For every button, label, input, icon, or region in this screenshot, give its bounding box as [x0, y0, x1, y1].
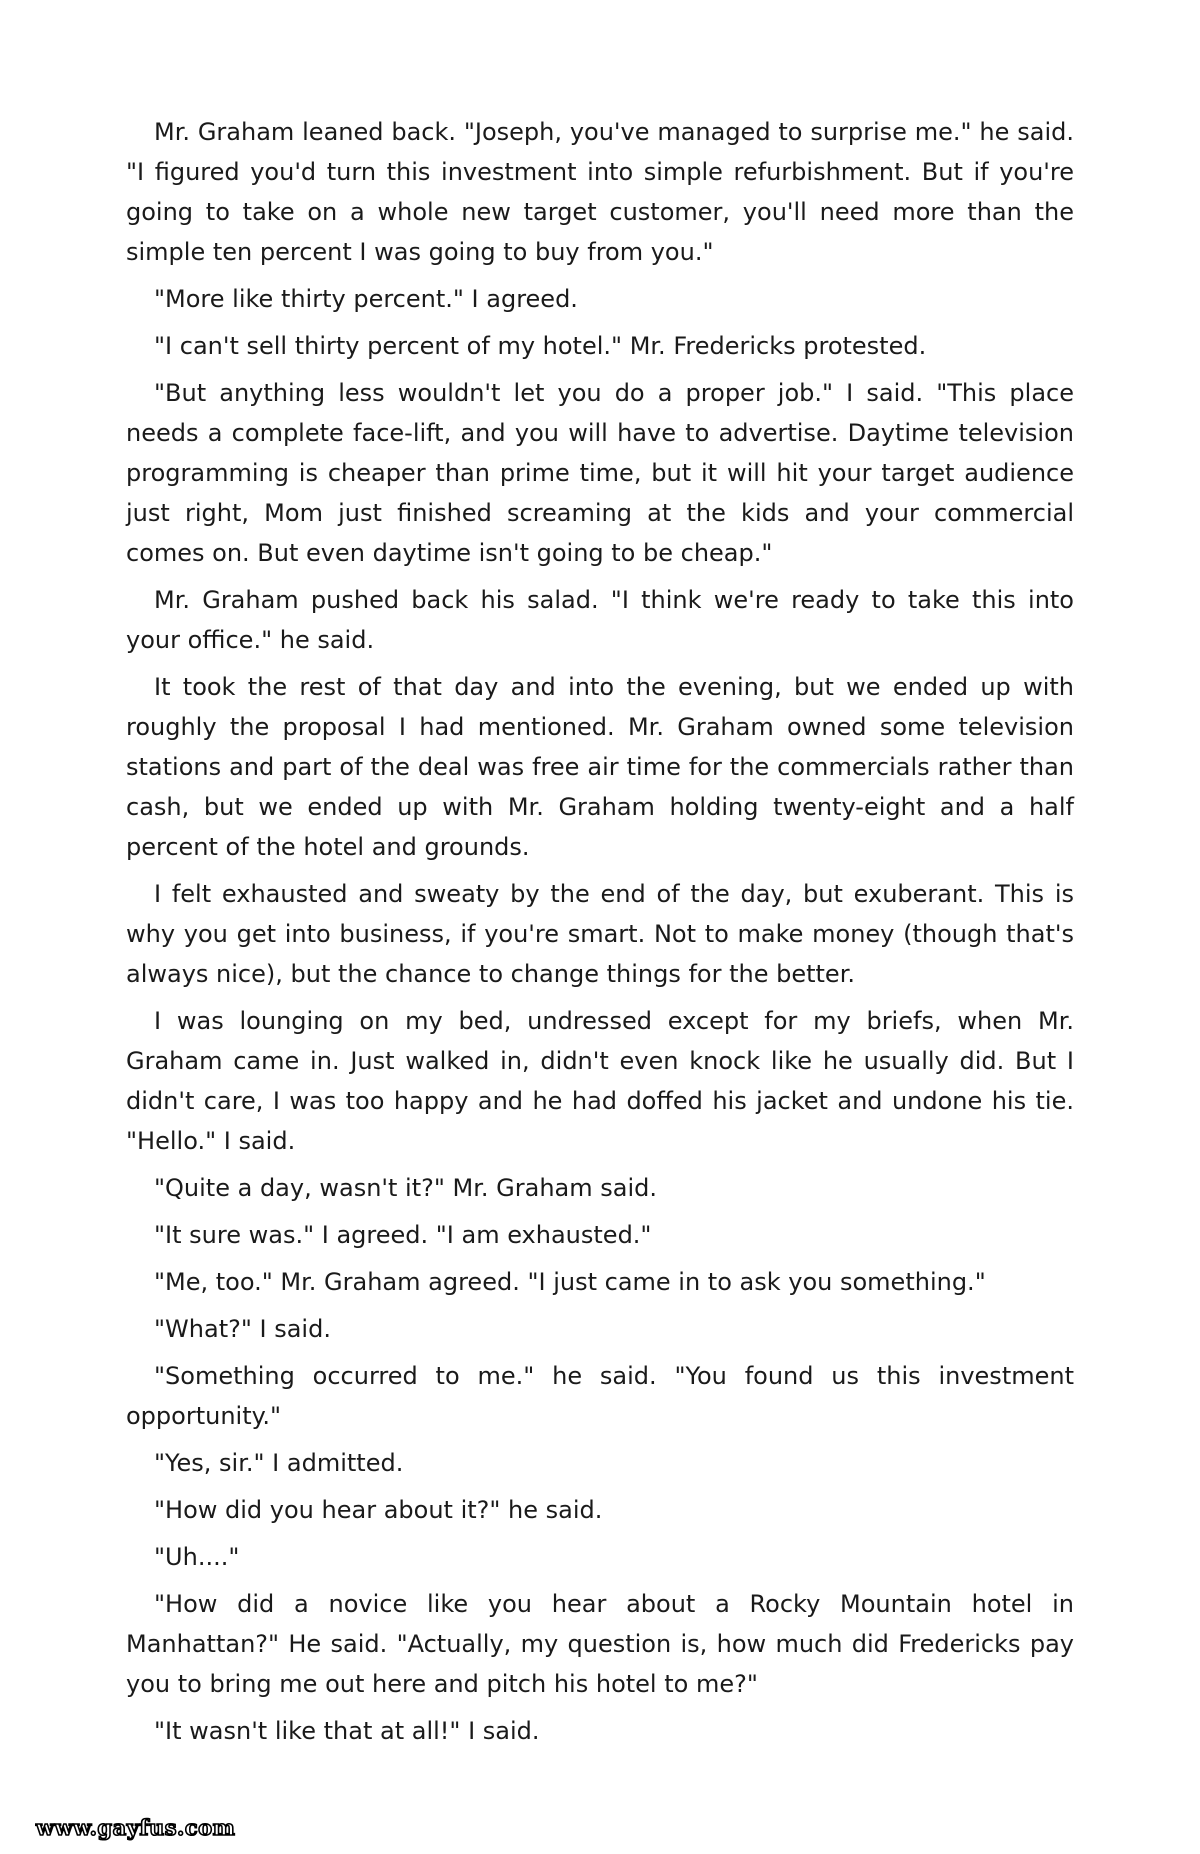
- paragraph-10: "It sure was." I agreed. "I am exhausted.": [154, 1221, 652, 1249]
- paragraph-18: "It wasn't like that at all!" I said.: [154, 1717, 540, 1745]
- paragraph-12: "What?" I said.: [154, 1315, 331, 1343]
- paragraph-15: "How did you hear about it?" he said.: [154, 1496, 603, 1524]
- paragraph-1: Mr. Graham leaned back. "Joseph, you've managed to surprise me." he said. "I figured you'd turn this investment into simple refurbishment. But if you're going to take on a whole new target customer, you'll need more than the simple ten percent I was going to buy from you.": [126, 118, 1074, 266]
- paragraph-2: "More like thirty percent." I agreed.: [154, 285, 578, 313]
- paragraph-4: "But anything less wouldn't let you do a proper job." I said. "This place needs a complete face-lift, and you will have to advertise. Daytime television programming is cheaper than prime time, but it will hit your target audience just right, Mom just finished screaming at the kids and your commercial comes on. But even daytime isn't going to be cheap.": [126, 379, 1074, 567]
- paragraph-5: Mr. Graham pushed back his salad. "I think we're ready to take this into your office." he said.: [126, 586, 1074, 654]
- paragraph-14: "Yes, sir." I admitted.: [154, 1449, 404, 1477]
- paragraph-16: "Uh....": [154, 1543, 240, 1571]
- page-text: [126, 112, 1074, 1758]
- paragraph-9: "Quite a day, wasn't it?" Mr. Graham said.: [154, 1174, 657, 1202]
- watermark-text: www.gayfus.com: [36, 1815, 236, 1840]
- paragraph-7: I felt exhausted and sweaty by the end of the day, but exuberant. This is why you get into business, if you're smart. Not to make money (though that's always nice), but the chance to change things for the better.: [126, 880, 1074, 988]
- paragraph-13: "Something occurred to me." he said. "You found us this investment opportunity.": [126, 1362, 1074, 1430]
- paragraph-3: "I can't sell thirty percent of my hotel." Mr. Fredericks protested.: [154, 332, 927, 360]
- paragraph-8: I was lounging on my bed, undressed except for my briefs, when Mr. Graham came in. Just walked in, didn't even knock like he usually did. But I didn't care, I was too happy and he had doffed his jacket and undone his tie. "Hello." I said.: [126, 1007, 1074, 1155]
- paragraph-11: "Me, too." Mr. Graham agreed. "I just came in to ask you something.": [154, 1268, 986, 1296]
- paragraph-6: It took the rest of that day and into the evening, but we ended up with roughly the proposal I had mentioned. Mr. Graham owned some television stations and part of the deal was free air time for the commercials rather than cash, but we ended up with Mr. Graham holding twenty-eight and a half percent of the hotel and grounds.: [126, 673, 1074, 861]
- paragraph-17: "How did a novice like you hear about a Rocky Mountain hotel in Manhattan?" He said. "Actually, my question is, how much did Fredericks pay you to bring me out here and pitch his hotel to me?": [126, 1590, 1074, 1698]
